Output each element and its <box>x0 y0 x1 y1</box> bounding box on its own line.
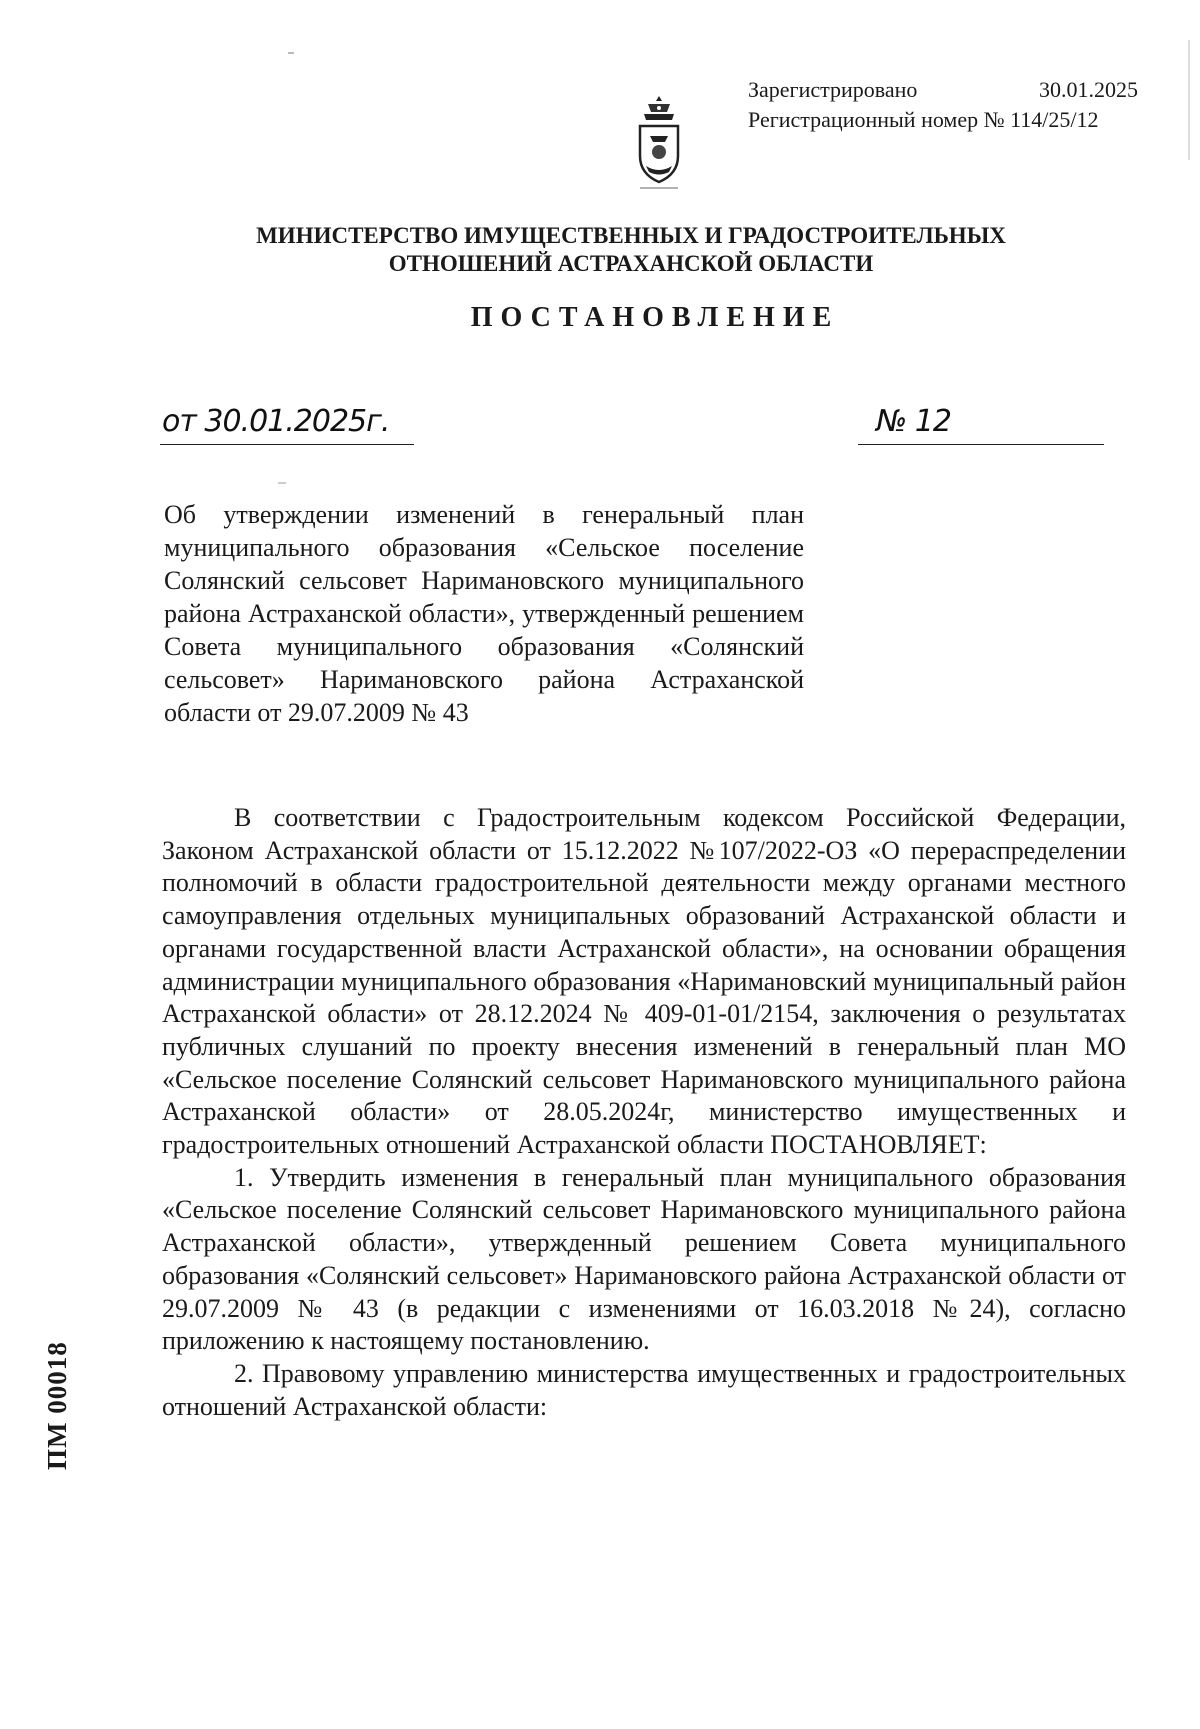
item-2-paragraph: 2. Правовому управлению министерства имущественных и градостроительных отношений Астраханской области: <box>162 1358 1126 1421</box>
handwritten-date: от 30.01.2025г. <box>160 400 414 445</box>
scan-speck <box>1188 40 1190 160</box>
ministry-line-2: ОТНОШЕНИЙ АСТРАХАНСКОЙ ОБЛАСТИ <box>388 251 874 276</box>
scan-speck <box>288 52 294 54</box>
registration-date: 30.01.2025 <box>1039 77 1138 102</box>
document-subject: Об утверждении изменений в генеральный план муниципального образования «Сельское поселение Солянский сельсовет Наримановского муниципального района Астраханской области», утвержденный решением Совета муниципального образования «Солянский сельсовет» Наримановского района Астраханской области от 29.07.2009 № 43 <box>164 500 804 727</box>
document-type-title: ПОСТАНОВЛЕНИЕ <box>470 302 840 333</box>
item-1-paragraph: 1. Утвердить изменения в генеральный план муниципального образования «Сельское поселение Солянский сельсовет Наримановского муниципального района Астраханской области», утвержденный решением Совета муниципального образования «Солянский сельсовет» Наримановского района Астраханской области от 29.07.2009 № 43 (в редакции с изменениями от 16.03.2018 №24), согласно приложению к настоящему постановлению. <box>162 1162 1126 1356</box>
coat-of-arms-icon <box>628 92 690 192</box>
document-body <box>162 802 1126 1423</box>
ministry-name <box>200 222 1062 278</box>
ministry-line-1: МИНИСТЕРСТВО ИМУЩЕСТВЕННЫХ И ГРАДОСТРОИТЕЛЬНЫХ <box>256 223 1006 248</box>
side-registration-mark: ПМ 00018 <box>42 1341 72 1470</box>
handwritten-number: № 12 <box>858 400 1104 445</box>
registration-number: Регистрационный номер № 114/25/12 <box>748 107 1099 132</box>
registration-stamp <box>748 75 1138 135</box>
registration-label: Зарегистрировано <box>748 77 918 102</box>
scan-speck <box>278 482 286 484</box>
preamble-paragraph: В соответствии с Градостроительным кодексом Российской Федерации, Законом Астраханской области от 15.12.2022 №107/2022-ОЗ «О перераспределении полномочий в области градостроительной деятельности между органами местного самоуправления отдельных муниципальных образований Астраханской области и органами государственной власти Астраханской области», на основании обращения администрации муниципального образования «Наримановский муниципальный район Астраханской области» от 28.12.2024 № 409-01-01/2154, заключения о результатах публичных слушаний по проекту внесения изменений в генеральный план МО «Сельское поселение Солянский сельсовет Наримановского муниципального района Астраханской области» от 28.05.2024г, министерство имущественных и градостроительных отношений Астраханской области ПОСТАНОВЛЯЕТ: <box>162 803 1126 1160</box>
